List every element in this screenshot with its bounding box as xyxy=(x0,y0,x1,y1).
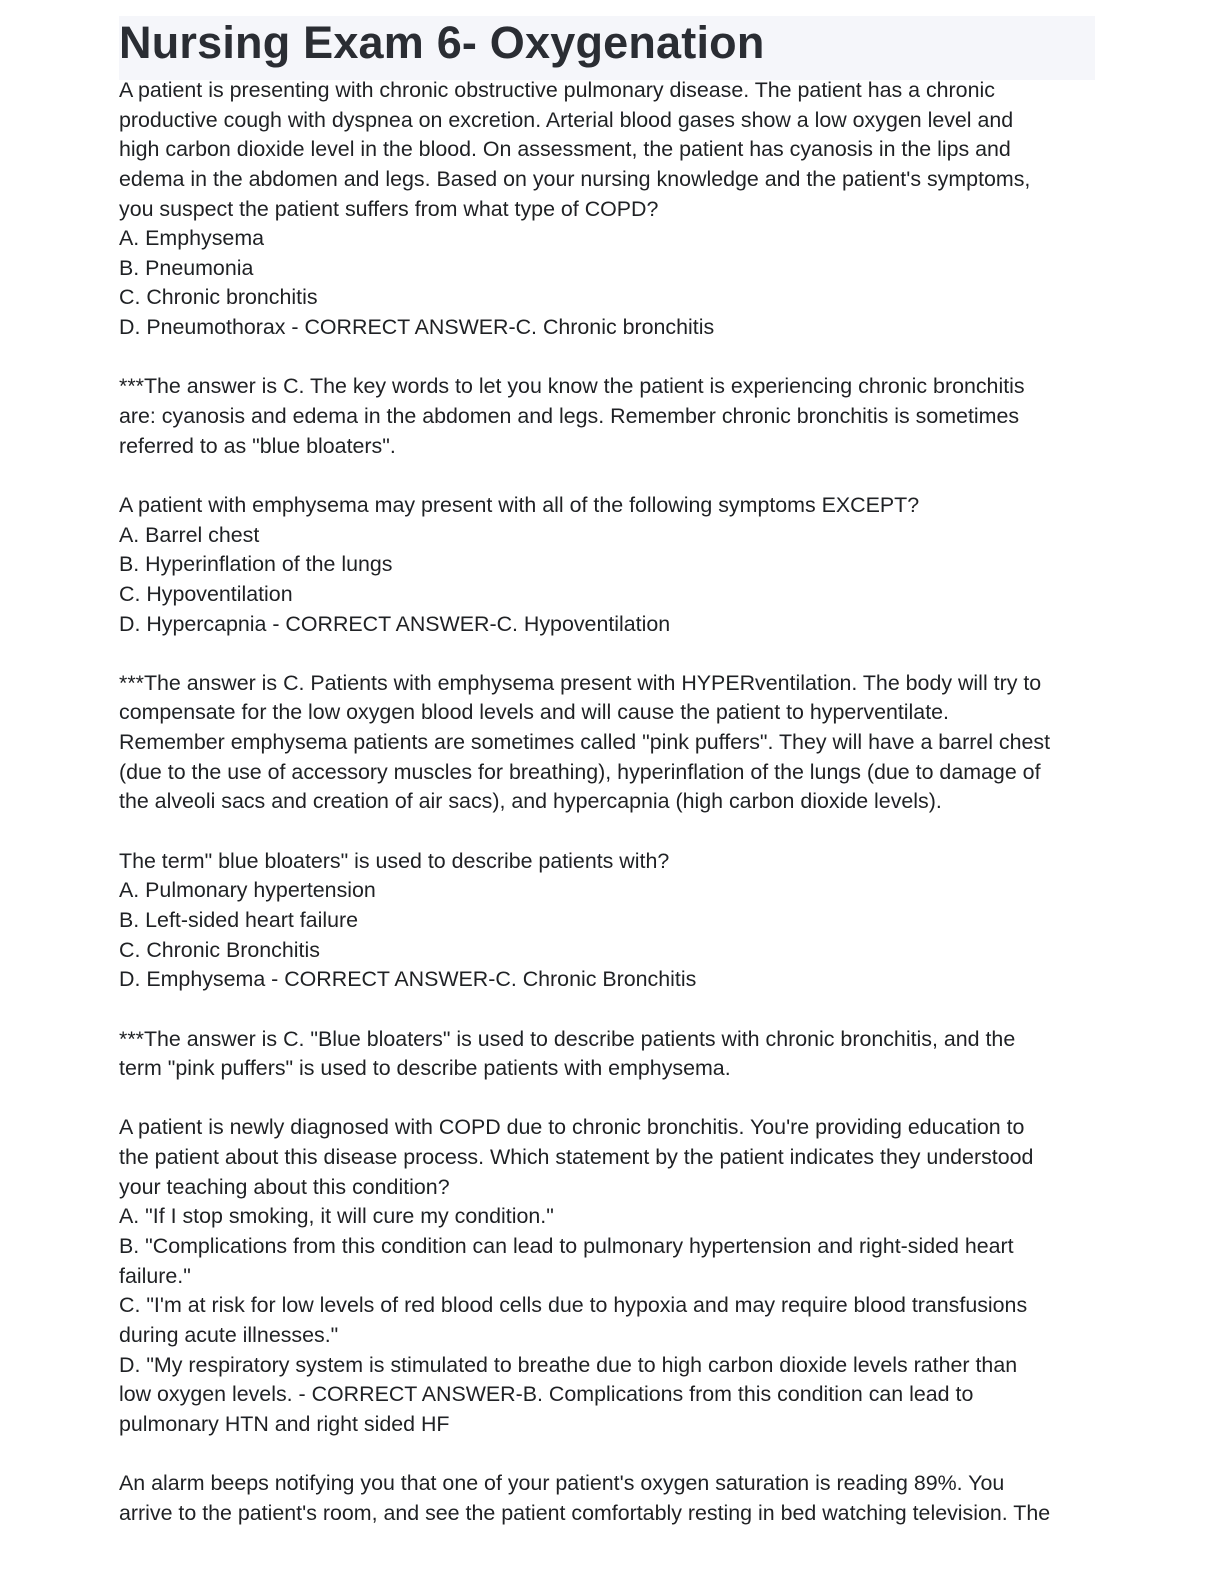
text-line: A patient is presenting with chronic obstructive pulmonary disease. The patient has a chronic xyxy=(119,78,995,102)
text-line: low oxygen levels. - CORRECT ANSWER-B. Complications from this condition can lead to xyxy=(119,1382,974,1407)
text-block xyxy=(119,372,1109,461)
paragraph-gap xyxy=(119,1084,1109,1114)
text-line: D. Emphysema - CORRECT ANSWER-C. Chronic Bronchitis xyxy=(119,967,697,992)
text-line: D. "My respiratory system is stimulated to breathe due to high carbon dioxide levels rather than xyxy=(119,1352,1018,1377)
text-line: The term" blue bloaters" is used to describe patients with? xyxy=(119,848,670,873)
text-line: arrive to the patient's room, and see the patient comfortably resting in bed watching television. The xyxy=(119,1500,1051,1525)
text-line: are: cyanosis and edema in the abdomen and legs. Remember chronic bronchitis is sometimes xyxy=(119,404,1020,429)
text-line: C. "I'm at risk for low levels of red blood cells due to hypoxia and may require blood transfusions xyxy=(119,1293,1028,1318)
paragraph-gap xyxy=(119,817,1109,847)
text-block xyxy=(119,847,1109,995)
text-block xyxy=(119,1025,1109,1084)
text-line: Remember emphysema patients are sometimes called "pink puffers". They will have a barrel chest xyxy=(119,730,1051,755)
text-line: pulmonary HTN and right sided HF xyxy=(119,1411,450,1436)
page-title: Nursing Exam 6- Oxygenation xyxy=(119,17,765,68)
text-line: ***The answer is C. "Blue bloaters" is used to describe patients with chronic bronchitis, and the xyxy=(119,1026,1016,1051)
text-block xyxy=(119,1469,1109,1528)
paragraph-gap xyxy=(119,1439,1109,1469)
text-line: the patient about this disease process. Which statement by the patient indicates they understood xyxy=(119,1145,1034,1170)
text-line: C. Chronic Bronchitis xyxy=(119,937,320,962)
text-line: edema in the abdomen and legs. Based on your nursing knowledge and the patient's symptoms, xyxy=(119,166,1031,191)
text-line: you suspect the patient suffers from what type of COPD? xyxy=(119,196,659,221)
text-block xyxy=(119,491,1109,639)
paragraph-gap xyxy=(119,995,1109,1025)
text-line: failure." xyxy=(119,1263,191,1288)
text-line: B. "Complications from this condition can lead to pulmonary hypertension and right-sided heart xyxy=(119,1233,1014,1258)
text-block xyxy=(119,1113,1109,1439)
text-line: D. Pneumothorax - CORRECT ANSWER-C. Chronic bronchitis xyxy=(119,315,715,340)
text-line: A. "If I stop smoking, it will cure my condition." xyxy=(119,1204,554,1229)
text-line: An alarm beeps notifying you that one of your patient's oxygen saturation is reading 89%. You xyxy=(119,1471,1005,1496)
text-line: A patient with emphysema may present with all of the following symptoms EXCEPT? xyxy=(119,492,920,517)
text-line: ***The answer is C. The key words to let you know the patient is experiencing chronic bronchitis xyxy=(119,374,1025,399)
paragraph-gap xyxy=(119,343,1109,373)
paragraph-gap xyxy=(119,639,1109,669)
text-line: (due to the use of accessory muscles for breathing), hyperinflation of the lungs (due to damage of xyxy=(119,759,1041,784)
text-line: your teaching about this condition? xyxy=(119,1174,450,1199)
document-body xyxy=(119,76,1109,1528)
text-line: B. Hyperinflation of the lungs xyxy=(119,552,393,577)
text-line: A. Barrel chest xyxy=(119,522,260,547)
text-block xyxy=(119,76,1109,343)
text-line: productive cough with dyspnea on excretion. Arterial blood gases show a low oxygen level and xyxy=(119,107,1014,132)
text-line: compensate for the low oxygen blood levels and will cause the patient to hyperventilate. xyxy=(119,700,949,725)
text-line: C. Hypoventilation xyxy=(119,581,293,606)
text-line: C. Chronic bronchitis xyxy=(119,285,318,310)
text-line: ***The answer is C. Patients with emphysema present with HYPERventilation. The body will try to xyxy=(119,670,1042,695)
text-line: A patient is newly diagnosed with COPD due to chronic bronchitis. You're providing education to xyxy=(119,1115,1025,1140)
paragraph-gap xyxy=(119,461,1109,491)
text-line: A. Pulmonary hypertension xyxy=(119,878,376,903)
text-line: term "pink puffers" is used to describe patients with emphysema. xyxy=(119,1056,731,1081)
text-line: referred to as "blue bloaters". xyxy=(119,433,396,458)
text-line: B. Pneumonia xyxy=(119,255,254,280)
text-line: the alveoli sacs and creation of air sacs), and hypercapnia (high carbon dioxide levels). xyxy=(119,789,942,814)
text-line: during acute illnesses." xyxy=(119,1322,339,1347)
text-line: A. Emphysema xyxy=(119,226,265,251)
text-line: D. Hypercapnia - CORRECT ANSWER-C. Hypoventilation xyxy=(119,611,671,636)
text-line: B. Left-sided heart failure xyxy=(119,907,358,932)
text-line: high carbon dioxide level in the blood. On assessment, the patient has cyanosis in the lips and xyxy=(119,137,1011,162)
text-block xyxy=(119,669,1109,817)
